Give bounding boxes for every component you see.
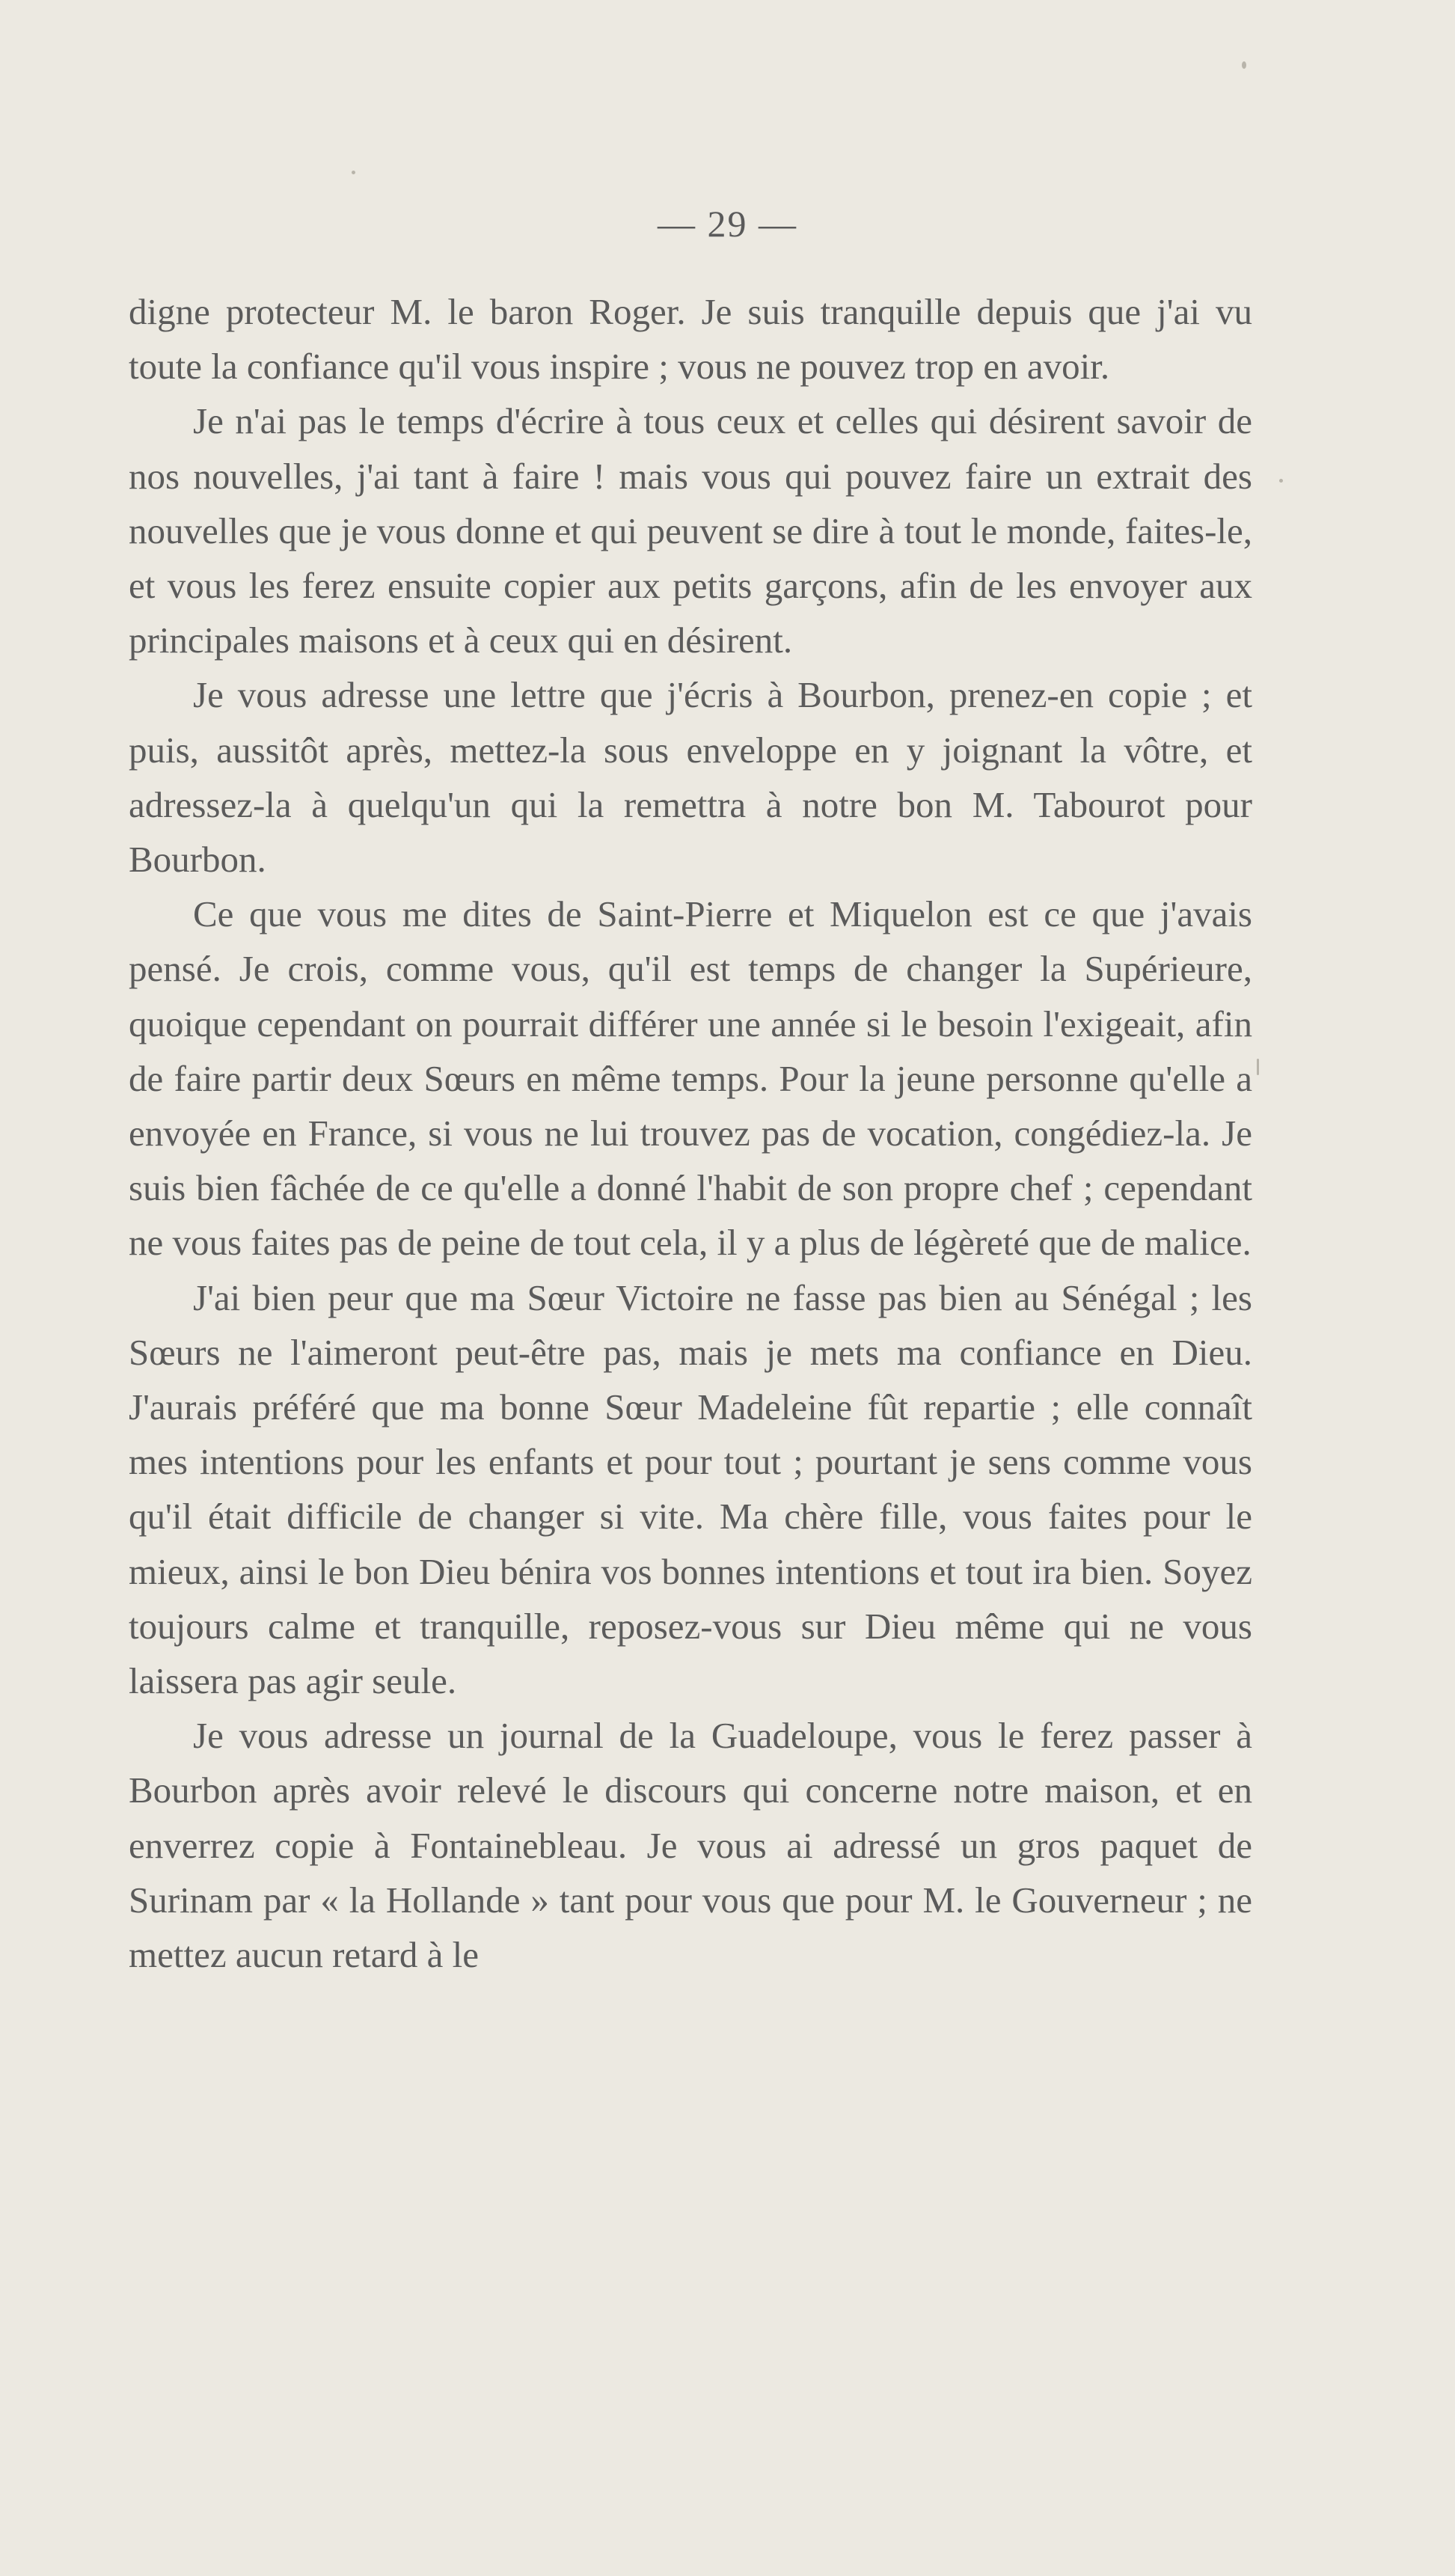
body-text	[129, 284, 1252, 1982]
paragraph-4: Ce que vous me dites de Saint-Pierre et Miquelon est ce que j'avais pensé. Je crois, comme vous, qu'il est temps de changer la Supérieure, quoique cependant on pourrait différer une année si le besoin l'exigeait, afin de faire partir deux Sœurs en même temps. Pour la jeune personne qu'elle a envoyée en France, si vous ne lui trouvez pas de vocation, congédiez-la. Je suis bien fâchée de ce qu'elle a donné l'habit de son propre chef ; cependant ne vous faites pas de peine de tout cela, il y a plus de légèreté que de malice.	[129, 893, 1252, 1264]
paragraph-3: Je vous adresse une lettre que j'écris à Bourbon, prenez-en copie ; et puis, aussitôt après, mettez-la sous enveloppe en y joignant la vôtre, et adressez-la à quelqu'un qui la remettra à notre bon M. Tabourot pour Bourbon.	[129, 674, 1252, 881]
paper-speck	[1242, 61, 1246, 69]
paper-speck	[352, 171, 355, 174]
paper-speck	[1279, 479, 1283, 483]
paragraph-6: Je vous adresse un journal de la Guadeloupe, vous le ferez passer à Bourbon après avoir relevé le discours qui concerne notre maison, et en enverrez copie à Fontainebleau. Je vous ai adressé un gros paquet de Surinam par « la Hollande » tant pour vous que pour M. le Gouverneur ; ne mettez aucun retard à le	[129, 1715, 1252, 1976]
paragraph-1: digne protecteur M. le baron Roger. Je suis tranquille depuis que j'ai vu toute la confiance qu'il vous inspire ; vous ne pouvez trop en avoir.	[129, 291, 1252, 388]
paragraph-2: Je n'ai pas le temps d'écrire à tous ceux et celles qui désirent savoir de nos nouvelles, j'ai tant à faire ! mais vous qui pouvez faire un extrait des nouvelles que je vous donne et qui peuvent se dire à tout le monde, faites-le, et vous les ferez ensuite copier aux petits garçons, afin de les envoyer aux principales maisons et à ceux qui en désirent.	[129, 400, 1252, 661]
paper-speck	[1257, 1059, 1259, 1075]
paragraph-5: J'ai bien peur que ma Sœur Victoire ne fasse pas bien au Sénégal ; les Sœurs ne l'aimeront peut-être pas, mais je mets ma confiance en Dieu. J'aurais préféré que ma bonne Sœur Madeleine fût repartie ; elle connaît mes intentions pour les enfants et pour tout ; pourtant je sens comme vous qu'il était difficile de changer si vite. Ma chère fille, vous faites pour le mieux, ainsi le bon Dieu bénira vos bonnes intentions et tout ira bien. Soyez toujours calme et tranquille, reposez-vous sur Dieu même qui ne vous laissera pas agir seule.	[129, 1276, 1252, 1702]
page-number: — 29 —	[658, 203, 797, 245]
